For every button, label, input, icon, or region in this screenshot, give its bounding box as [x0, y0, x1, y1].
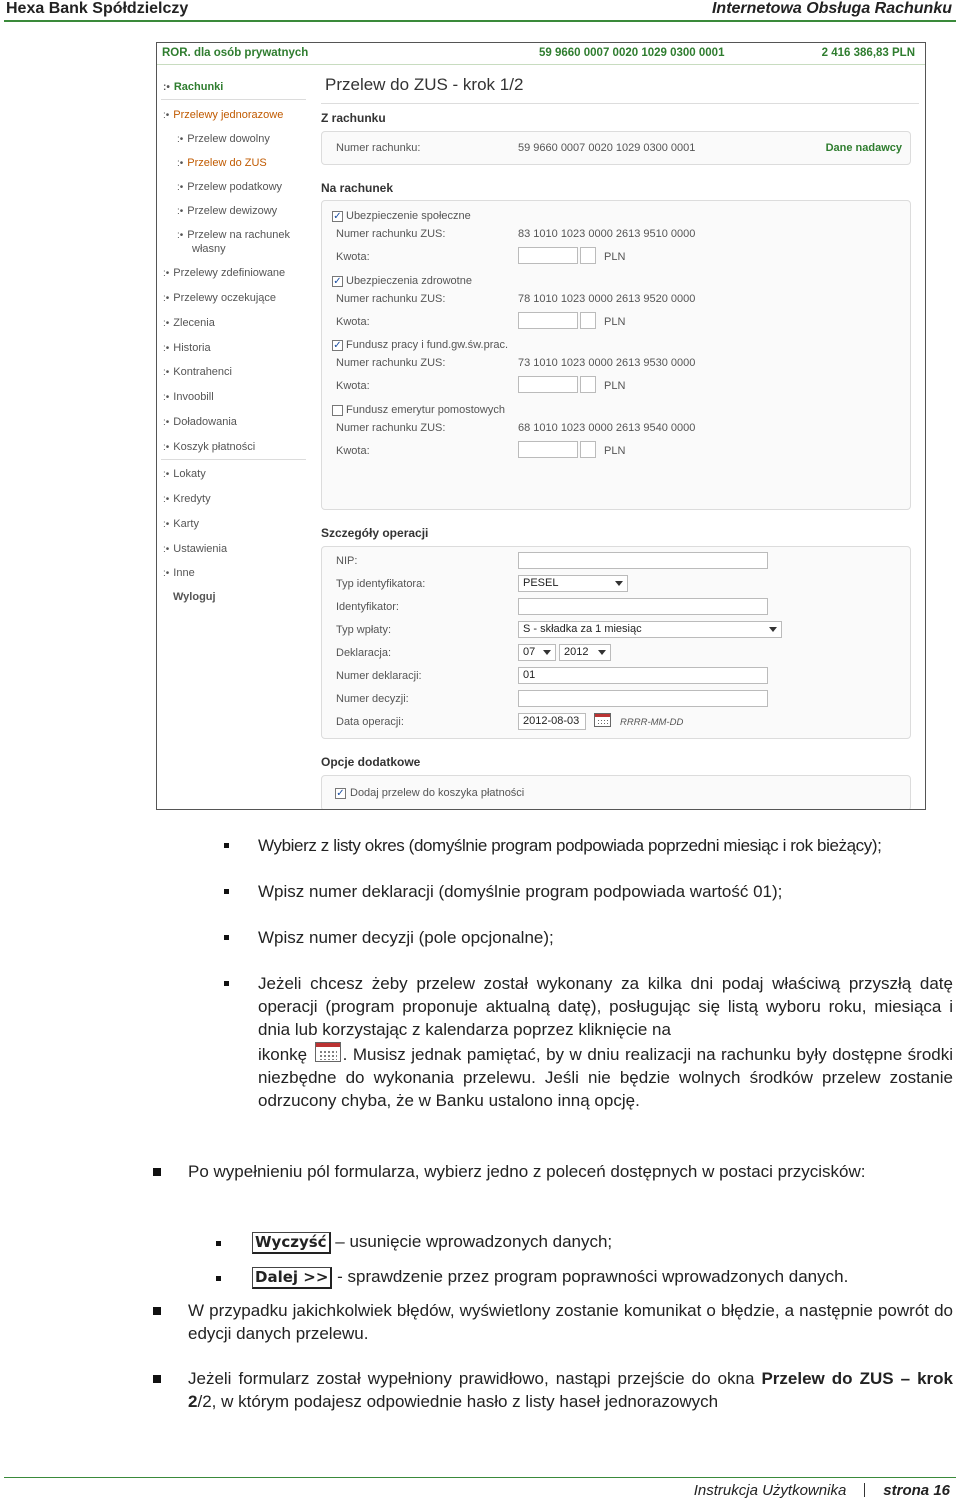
zus-account-number: 68 1010 1023 0000 2613 9540 0000	[518, 422, 696, 434]
account-number: 59 9660 0007 0020 1029 0300 0001	[539, 47, 725, 59]
section-from-account: Z rachunku	[321, 111, 386, 125]
payment-type-select[interactable]: S - składka za 1 miesiąc	[518, 621, 782, 638]
operation-date-label: Data operacji:	[336, 716, 404, 728]
section-extra-options: Opcje dodatkowe	[321, 755, 421, 769]
bullet-icon	[224, 981, 229, 986]
zus-account-label: Numer rachunku ZUS:	[336, 293, 446, 305]
title-divider	[321, 103, 919, 104]
operation-details-box	[321, 546, 911, 739]
sidebar-item-kredyty[interactable]: :• Kredyty	[163, 493, 211, 505]
zus-account-number: 73 1010 1023 0000 2613 9530 0000	[518, 357, 696, 369]
section-operation-details: Szczegóły operacji	[321, 526, 429, 540]
section-to-account: Na rachunek	[321, 181, 394, 195]
instruction-next-button: Dalej >> - sprawdzenie przez program poprawności wprowadzonych danych.	[252, 1265, 952, 1289]
sidebar-item-przelew-podatkowy[interactable]: :• Przelew podatkowy	[177, 181, 283, 193]
header-rule	[4, 20, 956, 22]
manual-name: Instrukcja Użytkownika	[693, 1482, 847, 1499]
instruction-errors: W przypadku jakichkolwiek błędów, wyświetlony zostanie komunikat o błędzie, a następnie powrót do edycji danych przelewu.	[188, 1301, 953, 1343]
declaration-label: Deklaracja:	[336, 647, 392, 659]
amount-input[interactable]	[518, 441, 578, 458]
id-type-label: Typ identyfikatora:	[336, 578, 426, 590]
amount-input[interactable]	[518, 376, 578, 393]
operation-date-input[interactable]: 2012-08-03	[518, 713, 586, 730]
fund-name: Fundusz pracy i fund.gw.św.prac.	[346, 339, 509, 351]
chevron-down-icon	[769, 627, 777, 632]
instruction-operation-date-cont	[258, 1042, 953, 1112]
sidebar-divider	[161, 459, 306, 460]
currency-label: PLN	[604, 316, 626, 328]
instruction-operation-date-text: . Musisz jednak pamiętać, by w dniu realizacji na rachunku były dostępne środki niezbędne do wykonania przelewu. Jeśli nie będzie wolnych środków przelew zostanie odrzucony chyba, że w Banku ustalono inną opcję.	[258, 1045, 953, 1110]
instruction-declaration-number: Wpisz numer deklaracji (domyślnie program podpowiada wartość 01);	[258, 882, 783, 901]
bullet-icon	[153, 1307, 161, 1315]
chevron-down-icon	[615, 581, 623, 586]
sidebar-item-inne[interactable]: :• Inne	[163, 567, 195, 579]
sidebar-item-przelew-wlasny-line2[interactable]: własny	[192, 243, 226, 255]
instruction-select-period: Wybierz z listy okres (domyślnie program podpowiada poprzedni miesiąc i rok bieżący);	[258, 836, 882, 855]
sidebar-item-przelew-dowolny[interactable]: :• Przelew dowolny	[177, 133, 270, 145]
declaration-year-select[interactable]: 2012	[559, 644, 611, 661]
instruction-decision-number: Wpisz numer decyzji (pole opcjonalne);	[258, 928, 554, 947]
chevron-down-icon	[598, 650, 606, 655]
account-balance: 2 416 386,83 PLN	[821, 47, 915, 59]
calendar-icon[interactable]	[594, 713, 611, 727]
sidebar-item-lokaty[interactable]: :• Lokaty	[163, 468, 206, 480]
sidebar-item-przelewy-zdefiniowane[interactable]: :• Przelewy zdefiniowane	[163, 267, 286, 279]
page-number: 16	[933, 1482, 950, 1499]
sidebar-item-invoobill[interactable]: :• Invoobill	[163, 391, 214, 403]
fund-name: Ubezpieczenie społeczne	[346, 210, 471, 222]
sidebar-item-przelewy-oczekujace[interactable]: :• Przelewy oczekujące	[163, 292, 276, 304]
from-account-box	[321, 131, 911, 165]
sidebar-item-wyloguj[interactable]: Wyloguj	[173, 591, 216, 603]
add-to-basket-checkbox[interactable]: ✓	[336, 788, 345, 799]
sidebar-item-rachunki[interactable]: :• Rachunki	[163, 81, 224, 93]
fund-checkbox[interactable]: ✓	[333, 211, 342, 222]
bullet-icon	[224, 843, 229, 848]
from-account-label: Numer rachunku:	[336, 142, 421, 154]
amount-label: Kwota:	[336, 251, 370, 263]
currency-label: PLN	[604, 380, 626, 392]
account-type[interactable]: ROR. dla osób prywatnych	[162, 47, 309, 59]
fund-name: Fundusz emerytur pomostowych	[346, 404, 505, 416]
amount-label: Kwota:	[336, 380, 370, 392]
instruction-clear-button: Wyczyść – usunięcie wprowadzonych danych;	[252, 1230, 952, 1254]
amount-label: Kwota:	[336, 316, 370, 328]
amount-decimal-input[interactable]	[580, 247, 596, 264]
clear-button-sample: Wyczyść	[252, 1232, 331, 1254]
sidebar-item-przelew-wlasny[interactable]: :• Przelew na rachunek	[177, 229, 291, 241]
fund-checkbox[interactable]: ✓	[333, 340, 342, 351]
sidebar-item-ustawienia[interactable]: :• Ustawienia	[163, 543, 228, 555]
sidebar-item-przelew-do-zus[interactable]: :• Przelew do ZUS	[177, 157, 267, 169]
instruction-buttons-intro: Po wypełnieniu pól formularza, wybierz jedno z poleceń dostępnych w postaci przycisków:	[188, 1162, 866, 1181]
nip-input[interactable]	[518, 552, 768, 569]
amount-input[interactable]	[518, 312, 578, 329]
sidebar-item-doladowania[interactable]: :• Doładowania	[163, 416, 237, 428]
account-bar	[157, 43, 925, 65]
declaration-number-input[interactable]: 01	[518, 667, 768, 684]
fund-checkbox[interactable]	[332, 405, 343, 416]
identifier-input[interactable]	[518, 598, 768, 615]
decision-number-label: Numer decyzji:	[336, 693, 409, 705]
bullet-icon	[216, 1276, 221, 1281]
bullet-icon	[216, 1241, 221, 1246]
sidebar-item-kontrahenci[interactable]: :• Kontrahenci	[163, 366, 232, 378]
currency-label: PLN	[604, 251, 626, 263]
decision-number-input[interactable]	[518, 690, 768, 707]
bullet-icon	[153, 1168, 161, 1176]
page-label: strona	[883, 1482, 930, 1499]
zus-account-number: 78 1010 1023 0000 2613 9520 0000	[518, 293, 696, 305]
calendar-icon	[315, 1042, 341, 1062]
instruction-operation-date: Jeżeli chcesz żeby przelew został wykonany za kilka dni podaj właściwą przyszłą datę operacji (program proponuje aktualną datę), posługując się listą wyboru roku, miesiąca i dnia lub korzystając z kalendarza poprzez kliknięcie na	[258, 974, 953, 1039]
fund-name: Ubezpieczenia zdrowotne	[346, 275, 472, 287]
system-name: Internetowa Obsługa Rachunku	[711, 0, 952, 17]
sidebar-item-przelew-dewizowy[interactable]: :• Przelew dewizowy	[177, 205, 278, 217]
amount-decimal-input[interactable]	[580, 376, 596, 393]
declaration-month-select[interactable]: 07	[518, 644, 556, 661]
instruction-next-step: Jeżeli formularz został wypełniony prawidłowo, nastąpi przejście do okna Przelew do ZUS – krok 2/2, w którym podajesz odpowiednie hasło z listy haseł jednorazowych	[188, 1369, 954, 1411]
sidebar-item-zlecenia[interactable]: :• Zlecenia	[163, 317, 215, 329]
sender-data-link[interactable]: Dane nadawcy	[825, 142, 902, 154]
footer-rule	[4, 1477, 956, 1478]
to-account-box	[321, 200, 911, 510]
bullet-icon	[224, 935, 229, 940]
sidebar-item-koszyk[interactable]: :• Koszyk płatności	[163, 441, 256, 453]
from-account-number: 59 9660 0007 0020 1029 0300 0001	[518, 142, 696, 154]
footer-separator	[864, 1483, 865, 1497]
currency-label: PLN	[604, 445, 626, 457]
payment-type-label: Typ wpłaty:	[336, 624, 392, 636]
id-type-select[interactable]: PESEL	[518, 575, 628, 592]
zus-account-number: 83 1010 1023 0000 2613 9510 0000	[518, 228, 696, 240]
sidebar-item-historia[interactable]: :• Historia	[163, 342, 211, 354]
sidebar-item-przelewy-jednorazowe[interactable]: :• Przelewy jednorazowe	[163, 109, 284, 121]
amount-label: Kwota:	[336, 445, 370, 457]
document-header	[0, 0, 960, 22]
bank-name: Hexa Bank Spółdzielczy	[6, 0, 189, 17]
zus-account-label: Numer rachunku ZUS:	[336, 422, 446, 434]
fund-checkbox[interactable]: ✓	[333, 276, 342, 287]
sidebar-divider	[161, 99, 306, 100]
page-title: Przelew do ZUS - krok 1/2	[325, 75, 524, 94]
page-footer	[694, 1482, 950, 1499]
inline-ikonke: ikonkę	[258, 1045, 308, 1064]
declaration-number-label: Numer deklaracji:	[336, 670, 422, 682]
next-button-sample: Dalej >>	[252, 1267, 332, 1289]
add-to-basket-label: Dodaj przelew do koszyka płatności	[350, 787, 525, 799]
extra-options-box	[321, 775, 911, 810]
nip-label: NIP:	[336, 555, 358, 567]
amount-decimal-input[interactable]	[580, 312, 596, 329]
amount-decimal-input[interactable]	[580, 441, 596, 458]
zus-account-label: Numer rachunku ZUS:	[336, 228, 446, 240]
sidebar-item-karty[interactable]: :• Karty	[163, 518, 199, 530]
banking-screenshot	[156, 42, 926, 810]
zus-account-label: Numer rachunku ZUS:	[336, 357, 446, 369]
date-format-hint: RRRR-MM-DD	[620, 717, 684, 728]
bullet-icon	[153, 1375, 161, 1383]
identifier-label: Identyfikator:	[336, 601, 399, 613]
chevron-down-icon	[543, 650, 551, 655]
amount-input[interactable]	[518, 247, 578, 264]
bullet-icon	[224, 889, 229, 894]
